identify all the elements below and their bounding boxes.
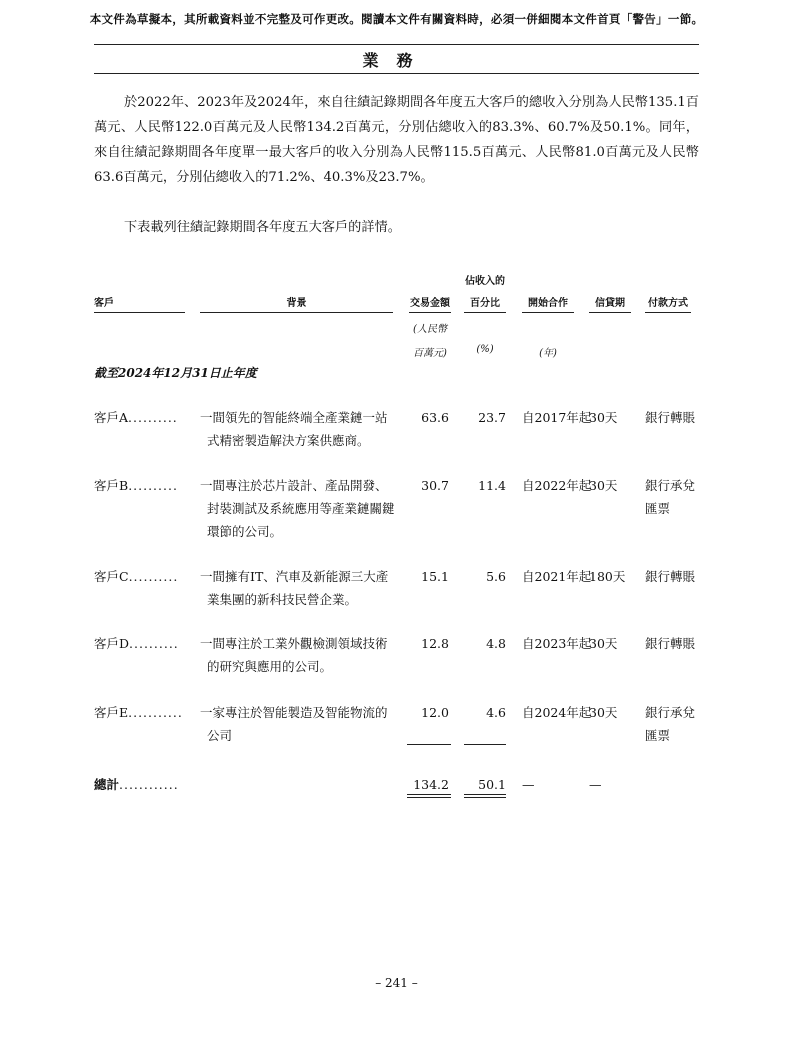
row-customer: 客戶B.......... [94, 478, 178, 493]
row-background-line: 一間專注於芯片設計、產品開發、 [200, 478, 388, 493]
unit-amount-line1: (人民幣 [413, 324, 447, 335]
row-customer: 客戶E........... [94, 705, 183, 720]
row-start: 自2022年起 [522, 478, 592, 493]
total-credit: — [589, 777, 602, 792]
page-number: – 241 – [375, 976, 418, 990]
header-amount: 交易金額 [409, 294, 451, 313]
row-background-line: 的研究與應用的公司。 [207, 659, 333, 674]
header-rule-top [94, 44, 699, 45]
row-background-line: 公司 [207, 728, 233, 743]
row-payment: 匯票 [645, 501, 671, 516]
row-payment: 匯票 [645, 728, 671, 743]
header-start: 開始合作 [522, 294, 574, 313]
header-customer: 客戶 [94, 294, 185, 313]
row-background-line: 式精密製造解決方案供應商。 [207, 433, 370, 448]
subtotal-rule-pct [464, 744, 506, 745]
row-payment: 銀行轉賬 [645, 636, 696, 651]
row-amount: 12.8 [421, 636, 449, 651]
row-payment: 銀行承兌 [645, 705, 696, 720]
row-credit: 30天 [589, 478, 618, 493]
row-payment: 銀行承兌 [645, 478, 696, 493]
row-background-line: 一間擁有IT、汽車及新能源三大產 [200, 569, 389, 584]
row-background-line: 封裝測試及系統應用等產業鏈關鍵 [207, 501, 395, 516]
row-customer: 客戶A.......... [94, 410, 178, 425]
total-double-rule-pct-1 [464, 794, 506, 795]
row-credit: 30天 [589, 636, 618, 651]
unit-pct: (%) [476, 344, 494, 355]
row-amount: 12.0 [421, 705, 449, 720]
row-customer: 客戶D.......... [94, 636, 179, 651]
row-start: 自2024年起 [522, 705, 592, 720]
header-pct-line1: 佔收入的 [465, 276, 505, 287]
row-background-line: 業集團的新科技民營企業。 [207, 592, 358, 607]
paragraph-table-intro: 下表載列往績記錄期間各年度五大客戶的詳情。 [124, 220, 401, 235]
total-double-rule-pct-2 [464, 797, 506, 798]
row-pct: 11.4 [478, 478, 506, 493]
row-start: 自2023年起 [522, 636, 592, 651]
row-amount: 63.6 [421, 410, 449, 425]
draft-notice: 本文件為草擬本，其所載資料並不完整及可作更改。閱讀本文件有關資料時，必須一併細閱本文件首頁「警告」一節。 [89, 12, 704, 26]
row-credit: 30天 [589, 410, 618, 425]
total-label: 總計............ [94, 777, 179, 792]
total-start: — [522, 777, 535, 792]
subtotal-rule-amount [407, 744, 451, 745]
row-pct: 4.6 [486, 705, 506, 720]
total-amount: 134.2 [413, 777, 449, 792]
section-title: 業務 [362, 51, 431, 70]
header-pct-line2: 百分比 [464, 294, 506, 313]
row-background-line: 一間領先的智能終端全產業鏈一站 [200, 410, 388, 425]
row-background-line: 環節的公司。 [207, 524, 283, 539]
row-pct: 23.7 [478, 410, 506, 425]
paragraph-five-customers: 於2022年、2023年及2024年，來自往績記錄期間各年度五大客戶的總收入分別為人民幣135.1百萬元、人民幣122.0百萬元及人民幣134.2百萬元，分別佔總收入的83.3%、60.7%及50.1%。同年，來自往績記錄期間各年度單一最大客戶的收入分別為人民幣115.5百萬元、人民幣81.0百萬元及人民幣63.6百萬元，分別佔總收入的71.2%、40.3%及23.7%。 [94, 95, 699, 185]
row-amount: 15.1 [421, 569, 449, 584]
row-amount: 30.7 [421, 478, 449, 493]
row-start: 自2021年起 [522, 569, 592, 584]
header-payment: 付款方式 [645, 294, 691, 313]
total-pct: 50.1 [478, 777, 506, 792]
unit-amount-line2: 百萬元) [413, 348, 447, 359]
unit-start: (年) [539, 348, 557, 359]
row-start: 自2017年起 [522, 410, 592, 425]
row-pct: 5.6 [486, 569, 506, 584]
row-customer: 客戶C.......... [94, 569, 179, 584]
header-credit: 信貸期 [589, 294, 631, 313]
row-credit: 180天 [589, 569, 626, 584]
header-background: 背景 [200, 294, 393, 313]
period-label: 截至2024年12月31日止年度 [94, 366, 257, 380]
row-background-line: 一家專注於智能製造及智能物流的 [200, 705, 388, 720]
header-rule-bottom [94, 73, 699, 74]
row-background-line: 一間專注於工業外觀檢測領域技術 [200, 636, 388, 651]
row-payment: 銀行轉賬 [645, 410, 696, 425]
total-double-rule-amount-1 [407, 794, 451, 795]
row-credit: 30天 [589, 705, 618, 720]
row-payment: 銀行轉賬 [645, 569, 696, 584]
total-double-rule-amount-2 [407, 797, 451, 798]
row-pct: 4.8 [486, 636, 506, 651]
